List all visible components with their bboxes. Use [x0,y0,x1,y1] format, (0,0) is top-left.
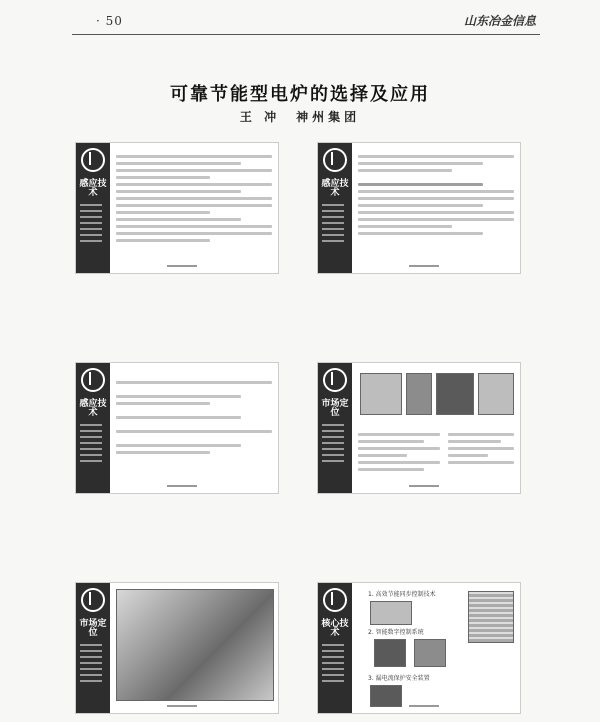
equipment-photo [436,373,474,415]
core-tech-item: 1. 高效节能同步控制技术 [368,591,436,598]
article-byline: 王 冲 神州集团 [239,110,361,124]
slide-text [116,381,272,458]
slide-sidebar [318,363,352,493]
slide-text [358,155,514,239]
factory-photo [116,589,274,701]
company-logo-icon [81,588,105,612]
sidebar-menu [76,204,110,242]
equipment-photo [478,373,514,415]
slide-4 [317,362,521,494]
sidebar-menu [76,424,110,462]
slide-sidebar [76,363,110,493]
slide-2 [317,142,521,274]
slide-sidebar [318,583,352,713]
coil-photo [468,591,514,643]
page-number: · 50 [96,14,123,28]
slide-6 [317,582,521,714]
core-tech-item: 3. 漏电流保护安全装置 [368,675,430,682]
slide-footer-mark [167,265,197,267]
sidebar-menu [318,204,352,242]
slide-3 [75,362,279,494]
slide-sidebar [318,143,352,273]
slide-text [448,433,514,468]
equipment-photo [406,373,432,415]
slide-heading: 感应技术 [79,179,107,198]
slide-sidebar [76,143,110,273]
equipment-photo [370,601,412,625]
company-logo-icon [323,368,347,392]
company-logo-icon [81,368,105,392]
sidebar-menu [318,424,352,462]
sidebar-menu [76,644,110,682]
slide-footer-mark [409,485,439,487]
sidebar-menu [318,644,352,682]
slide-heading: 感应技术 [79,399,107,418]
control-panel-photo [374,639,406,667]
safety-device-photo [370,685,402,707]
slide-heading: 市场定位 [321,399,349,418]
slide-footer-mark [167,705,197,707]
journal-name: 山东冶金信息 [463,14,536,28]
slide-1 [75,142,279,274]
slide-heading: 市场定位 [79,619,107,638]
equipment-photo [360,373,402,415]
slide-footer-mark [409,265,439,267]
slide-footer-mark [409,705,439,707]
company-logo-icon [323,148,347,172]
slide-text [358,433,440,475]
slide-footer-mark [167,485,197,487]
slide-5 [75,582,279,714]
company-logo-icon [323,588,347,612]
slide-text [116,155,272,246]
control-panel-photo [414,639,446,667]
article-title: 可靠节能型电炉的选择及应用 [170,84,430,105]
slide-heading: 核心技术 [321,619,349,638]
header-rule [72,34,540,35]
slide-sidebar [76,583,110,713]
core-tech-item: 2. 智能数字控制系统 [368,629,424,636]
company-logo-icon [81,148,105,172]
slide-heading: 感应技术 [321,179,349,198]
